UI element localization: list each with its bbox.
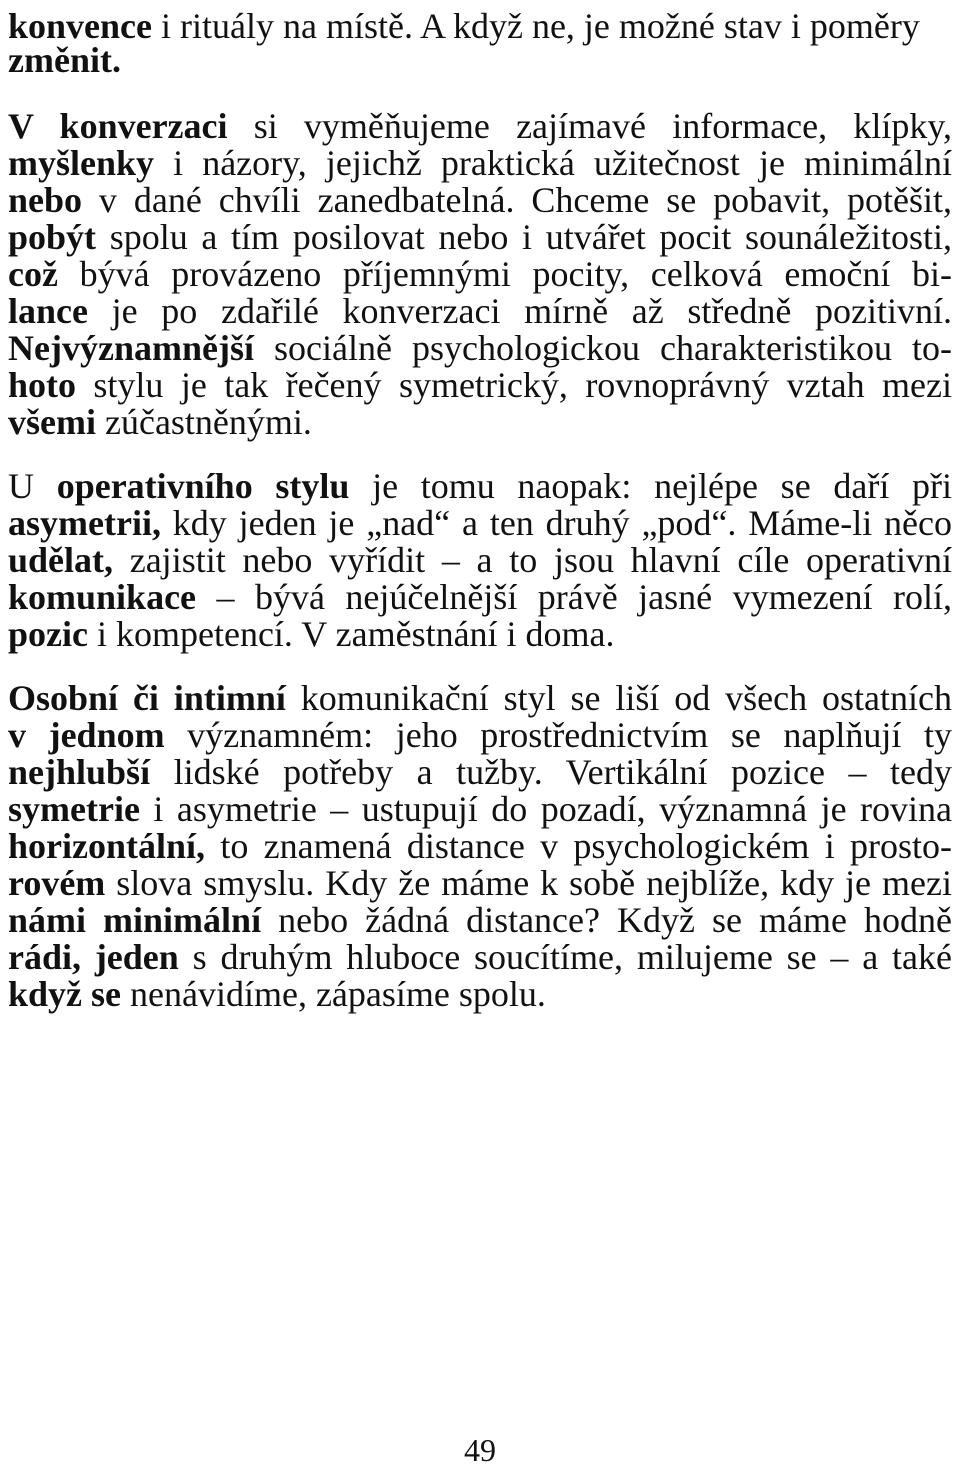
text-line: udělat, zajistit nebo vyřídit – a to jsou hlavní cíle operativní <box>8 540 952 580</box>
text-line: což bývá provázeno příjemnými pocity, celková emoční bi- <box>8 254 952 294</box>
text-line: rovém slova smyslu. Kdy že máme k sobě nejblíže, kdy je mezi <box>8 863 952 903</box>
text-line: rádi, jeden s druhým hluboce soucítíme, milujeme se – a také <box>8 937 952 977</box>
text-line: lance je po zdařilé konverzaci mírně až středně pozitivní. <box>8 291 952 331</box>
text-line: změnit. <box>8 40 121 80</box>
text-line: nejhlubší lidské potřeby a tužby. Vertikální pozice – tedy <box>8 752 952 792</box>
text-line: všemi zúčastněnými. <box>8 402 312 442</box>
text-line: námi minimální nebo žádná distance? Když se máme hodně <box>8 900 952 940</box>
text-line: Nejvýznamnější sociálně psychologickou charakteristikou to- <box>8 328 952 368</box>
text-line: Osobní či intimní komunikační styl se liší od všech ostatních <box>8 678 952 718</box>
text-line: horizontální, to znamená distance v psychologickém i prosto- <box>8 826 952 866</box>
text-line: nebo v dané chvíli zanedbatelná. Chceme se pobavit, potěšit, <box>8 180 952 220</box>
text-line: U operativního stylu je tomu naopak: nejlépe se daří při <box>8 466 952 506</box>
text-line: když se nenávidíme, zápasíme spolu. <box>8 974 546 1014</box>
text-line: pobýt spolu a tím posilovat nebo i utvářet pocit sounáležitosti, <box>8 217 952 257</box>
text-line: V konverzaci si vyměňujeme zajímavé informace, klípky, <box>8 106 952 146</box>
text-line: myšlenky i názory, jejichž praktická užitečnost je minimální <box>8 143 952 183</box>
text-line: pozic i kompetencí. V zaměstnání i doma. <box>8 614 615 654</box>
text-line: komunikace – bývá nejúčelnější právě jasné vymezení rolí, <box>8 577 952 617</box>
text-line: symetrie i asymetrie – ustupují do pozadí, významná je rovina <box>8 789 952 829</box>
page-number: 49 <box>464 1432 496 1468</box>
text-line: v jednom významném: jeho prostřednictvím se naplňují ty <box>8 715 952 755</box>
text-line: hoto stylu je tak řečený symetrický, rovnoprávný vztah mezi <box>8 365 952 405</box>
text-line: konvence i rituály na místě. A když ne, je možné stav i poměry <box>8 6 920 46</box>
text-line: asymetrii, kdy jeden je „nad“ a ten druhý „pod“. Máme-li něco <box>8 503 952 543</box>
